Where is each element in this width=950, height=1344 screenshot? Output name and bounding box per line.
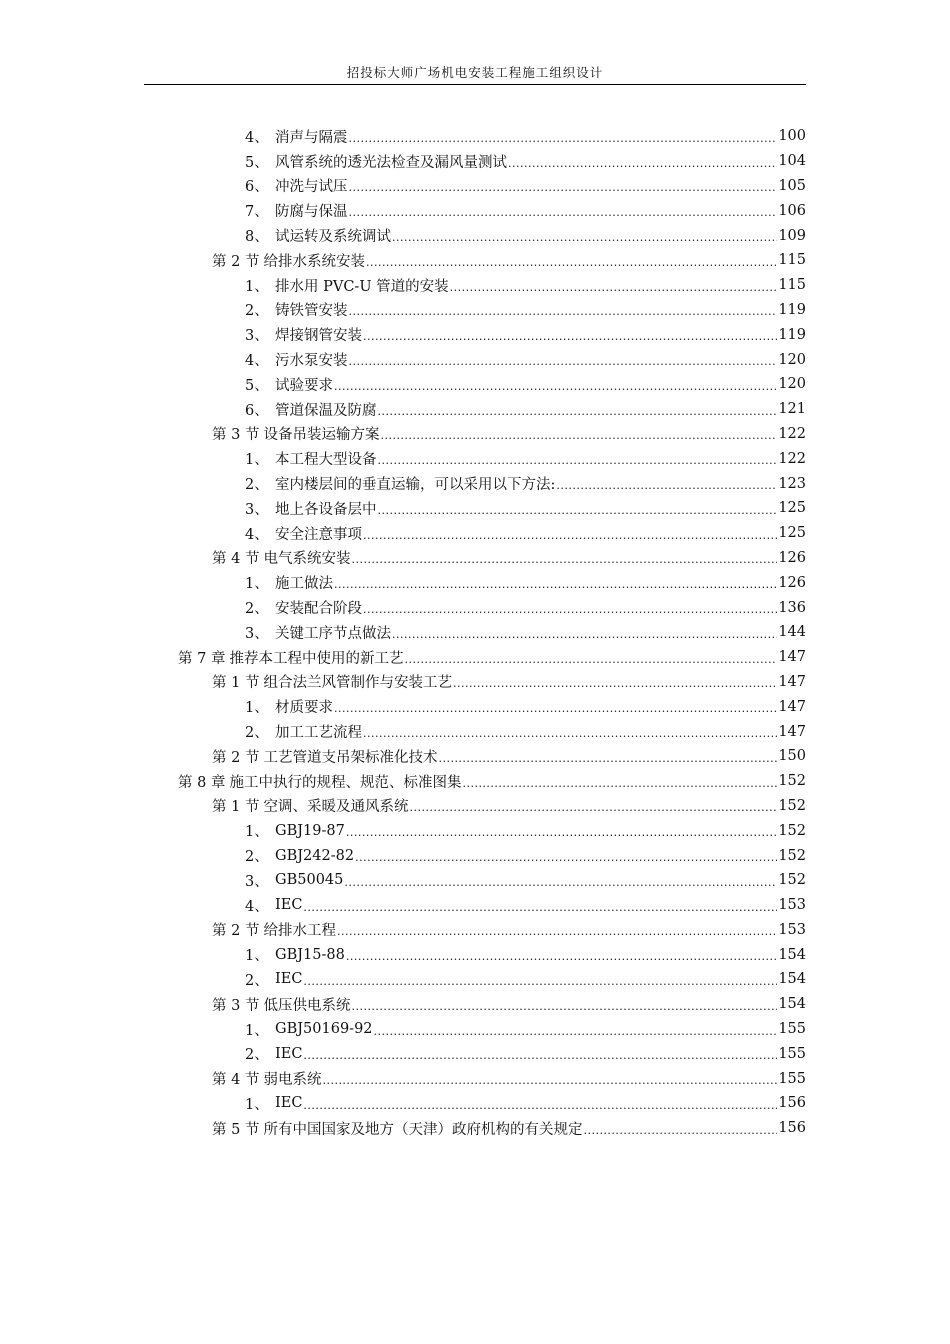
toc-entry-number: 第 2 节 (212, 253, 260, 270)
toc-dot-leader (346, 827, 777, 838)
toc-dot-leader (363, 331, 777, 342)
toc-page-number: 100 (778, 128, 806, 145)
toc-entry-section[interactable] (0, 248, 950, 273)
toc-entry-title: IEC (275, 971, 303, 988)
toc-entry-item[interactable] (0, 496, 950, 521)
toc-dot-leader (349, 356, 778, 367)
toc-entry-item[interactable] (0, 446, 950, 471)
toc-dot-leader (409, 802, 777, 813)
toc-entry-title: 铸铁管安装 (275, 303, 348, 320)
toc-entry-title: 低压供电系统 (263, 997, 351, 1014)
toc-entry-title: GBJ242-82 (275, 847, 355, 864)
toc-entry-item[interactable] (0, 149, 950, 174)
toc-entry-item[interactable] (0, 124, 950, 149)
toc-page-number: 147 (778, 698, 806, 715)
toc-entry-title: 地上各设备层中 (275, 501, 377, 518)
toc-entry-number: 5、 (245, 377, 269, 394)
toc-dot-leader (322, 1075, 777, 1086)
toc-dot-leader (363, 530, 777, 541)
toc-entry-item[interactable] (0, 967, 950, 992)
toc-dot-leader (556, 480, 777, 491)
toc-entry-number: 第 1 节 (212, 799, 260, 816)
toc-entry-title: 室内楼层间的垂直运输，可以采用以下方法: (275, 477, 556, 494)
toc-entry-title: GBJ19-87 (275, 822, 345, 839)
toc-entry-section[interactable] (0, 1066, 950, 1091)
toc-entry-title: 组合法兰风管制作与安装工艺 (263, 675, 452, 692)
toc-dot-leader (363, 728, 777, 739)
toc-page-number: 154 (778, 971, 806, 988)
toc-dot-leader (334, 381, 777, 392)
toc-entry-title: 风管系统的透光法检查及漏风量测试 (275, 154, 507, 171)
toc-entry-item[interactable] (0, 1091, 950, 1116)
toc-entry-title: 推荐本工程中使用的新工艺 (229, 650, 404, 667)
toc-dot-leader (351, 554, 777, 565)
toc-entry-title: 电气系统安装 (263, 551, 351, 568)
toc-dot-leader (337, 926, 777, 937)
toc-entry-number: 3、 (245, 501, 269, 518)
toc-entry-title: 施工做法 (275, 576, 333, 593)
toc-page-number: 150 (778, 748, 806, 765)
toc-entry-item[interactable] (0, 347, 950, 372)
toc-entry-number: 6、 (245, 402, 269, 419)
toc-page-number: 153 (778, 897, 806, 914)
toc-entry-item[interactable] (0, 397, 950, 422)
toc-entry-item[interactable] (0, 843, 950, 868)
toc-entry-title: 消声与隔震 (275, 129, 348, 146)
toc-page-number: 120 (778, 376, 806, 393)
toc-entry-number: 2、 (245, 972, 269, 989)
toc-entry-number: 1、 (245, 700, 269, 717)
toc-entry-title: IEC (275, 897, 303, 914)
toc-entry-number: 5、 (245, 154, 269, 171)
toc-entry-number: 2、 (245, 477, 269, 494)
toc-entry-number: 7、 (245, 204, 269, 221)
toc-entry-number: 1、 (245, 1022, 269, 1039)
toc-entry-title: GB50045 (275, 872, 344, 889)
toc-entry-title: 排水用 PVC-U 管道的安装 (275, 278, 449, 295)
toc-dot-leader (349, 182, 778, 193)
toc-entry-section[interactable] (0, 670, 950, 695)
toc-dot-leader (392, 629, 777, 640)
toc-entry-title: 污水泵安装 (275, 353, 348, 370)
toc-entry-number: 2、 (245, 725, 269, 742)
toc-entry-number: 6、 (245, 179, 269, 196)
toc-entry-number: 第 1 节 (212, 675, 260, 692)
toc-dot-leader (404, 654, 777, 665)
toc-entry-title: 安全注意事项 (275, 526, 362, 543)
toc-page-number: 121 (778, 401, 806, 418)
toc-dot-leader (583, 1125, 777, 1136)
toc-entry-number: 4、 (245, 526, 269, 543)
toc-entry-number: 2、 (245, 1047, 269, 1064)
toc-entry-title: 试验要求 (275, 377, 333, 394)
toc-entry-number: 第 7 章 (178, 650, 226, 667)
toc-page-number: 125 (778, 525, 806, 542)
toc-page-number: 105 (778, 177, 806, 194)
toc-entry-item[interactable] (0, 273, 950, 298)
toc-page-number: 119 (778, 326, 806, 343)
toc-entry-item[interactable] (0, 893, 950, 918)
toc-entry-number: 第 2 节 (212, 749, 260, 766)
toc-entry-item[interactable] (0, 818, 950, 843)
toc-dot-leader (303, 902, 777, 913)
toc-dot-leader (392, 232, 777, 243)
header-title: 招投标大师广场机电安装工程施工组织设计 (346, 65, 604, 80)
toc-entry-item[interactable] (0, 942, 950, 967)
toc-entry-number: 第 3 节 (212, 997, 260, 1014)
toc-entry-section[interactable] (0, 1116, 950, 1141)
toc-page-number: 123 (778, 475, 806, 492)
toc-page-number: 152 (778, 847, 806, 864)
toc-entry-number: 1、 (245, 278, 269, 295)
toc-dot-leader (303, 1050, 777, 1061)
toc-entry-title: GBJ50169-92 (275, 1021, 373, 1038)
toc-entry-item[interactable] (0, 298, 950, 323)
toc-entry-number: 第 5 节 (212, 1121, 260, 1138)
toc-dot-leader (303, 976, 777, 987)
toc-page-number: 136 (778, 599, 806, 616)
toc-dot-leader (378, 455, 778, 466)
toc-page-number: 154 (778, 996, 806, 1013)
toc-entry-number: 1、 (245, 948, 269, 965)
toc-dot-leader (450, 282, 778, 293)
toc-page-number: 122 (778, 425, 806, 442)
toc-entry-number: 4、 (245, 898, 269, 915)
toc-dot-leader (363, 604, 777, 615)
toc-entry-item[interactable] (0, 174, 950, 199)
toc-page-number: 106 (778, 202, 806, 219)
toc-entry-number: 2、 (245, 601, 269, 618)
toc-page-number: 154 (778, 946, 806, 963)
toc-entry-item[interactable] (0, 223, 950, 248)
toc-entry-item[interactable] (0, 719, 950, 744)
toc-page-number: 144 (778, 624, 806, 641)
toc-page-number: 104 (778, 153, 806, 170)
toc-entry-number: 1、 (245, 824, 269, 841)
toc-entry-title: 所有中国国家及地方（天津）政府机构的有关规定 (263, 1121, 583, 1138)
toc-dot-leader (462, 778, 777, 789)
toc-page-number: 156 (778, 1120, 806, 1137)
toc-entry-title: 冲洗与试压 (275, 179, 348, 196)
toc-entry-title: 加工工艺流程 (275, 725, 362, 742)
toc-page-number: 147 (778, 673, 806, 690)
toc-entry-item[interactable] (0, 868, 950, 893)
toc-dot-leader (344, 877, 777, 888)
toc-entry-title: GBJ15-88 (275, 946, 345, 963)
toc-dot-leader (378, 505, 778, 516)
table-of-contents (0, 124, 950, 1141)
toc-entry-title: 弱电系统 (263, 1072, 322, 1089)
toc-entry-section[interactable] (0, 422, 950, 447)
toc-page-number: 126 (778, 574, 806, 591)
toc-entry-title: 焊接钢管安装 (275, 328, 362, 345)
toc-entry-number: 2、 (245, 303, 269, 320)
toc-page-number: 120 (778, 351, 806, 368)
toc-entry-section[interactable] (0, 918, 950, 943)
toc-entry-number: 第 2 节 (212, 923, 260, 940)
toc-entry-title: 安装配合阶段 (275, 601, 362, 618)
toc-entry-number: 3、 (245, 625, 269, 642)
toc-entry-title: 空调、采暖及通风系统 (263, 799, 409, 816)
toc-entry-number: 3、 (245, 328, 269, 345)
toc-page-number: 152 (778, 822, 806, 839)
toc-entry-title: 施工中执行的规程、规范、标准图集 (229, 774, 462, 791)
toc-entry-item[interactable] (0, 521, 950, 546)
toc-dot-leader (380, 430, 777, 441)
toc-entry-number: 4、 (245, 353, 269, 370)
toc-entry-number: 第 8 章 (178, 774, 226, 791)
toc-entry-title: 关键工序节点做法 (275, 625, 391, 642)
toc-dot-leader (374, 1026, 778, 1037)
toc-page-number: 153 (778, 921, 806, 938)
toc-entry-section[interactable] (0, 794, 950, 819)
toc-dot-leader (508, 158, 777, 169)
toc-dot-leader (349, 133, 778, 144)
toc-page-number: 122 (778, 450, 806, 467)
toc-entry-title: IEC (275, 1095, 303, 1112)
toc-page-number: 109 (778, 227, 806, 244)
toc-entry-item[interactable] (0, 595, 950, 620)
toc-dot-leader (334, 703, 777, 714)
toc-entry-item[interactable] (0, 694, 950, 719)
toc-page-number: 156 (778, 1095, 806, 1112)
toc-dot-leader (438, 753, 777, 764)
toc-page-number: 147 (778, 649, 806, 666)
toc-dot-leader (351, 1001, 777, 1012)
toc-entry-title: 材质要求 (275, 700, 333, 717)
toc-entry-item[interactable] (0, 471, 950, 496)
toc-dot-leader (346, 951, 777, 962)
toc-entry-chapter[interactable] (0, 769, 950, 794)
page-header (144, 62, 806, 85)
toc-page-number: 152 (778, 773, 806, 790)
toc-entry-item[interactable] (0, 322, 950, 347)
toc-entry-item[interactable] (0, 620, 950, 645)
toc-entry-section[interactable] (0, 744, 950, 769)
toc-dot-leader (303, 1100, 777, 1111)
toc-entry-item[interactable] (0, 570, 950, 595)
toc-entry-title: 管道保温及防腐 (275, 402, 377, 419)
toc-entry-title: 本工程大型设备 (275, 452, 377, 469)
toc-entry-item[interactable] (0, 198, 950, 223)
toc-entry-number: 1、 (245, 1096, 269, 1113)
toc-dot-leader (349, 207, 778, 218)
toc-entry-number: 3、 (245, 873, 269, 890)
toc-dot-leader (366, 257, 777, 268)
toc-dot-leader (334, 579, 777, 590)
toc-entry-item[interactable] (0, 1041, 950, 1066)
toc-entry-number: 第 4 节 (212, 551, 260, 568)
toc-page-number: 115 (778, 252, 806, 269)
toc-page-number: 152 (778, 797, 806, 814)
toc-entry-title: 设备吊装运输方案 (263, 427, 380, 444)
toc-entry-number: 4、 (245, 129, 269, 146)
toc-entry-number: 1、 (245, 576, 269, 593)
toc-page-number: 155 (778, 1045, 806, 1062)
toc-entry-title: 试运转及系统调试 (275, 229, 391, 246)
toc-entry-title: 防腐与保温 (275, 204, 348, 221)
toc-entry-number: 1、 (245, 452, 269, 469)
toc-dot-leader (453, 678, 777, 689)
toc-entry-title: IEC (275, 1045, 303, 1062)
toc-page-number: 155 (778, 1021, 806, 1038)
toc-entry-item[interactable] (0, 372, 950, 397)
toc-entry-number: 第 3 节 (212, 427, 260, 444)
toc-entry-title: 给排水系统安装 (263, 253, 365, 270)
toc-entry-number: 8、 (245, 229, 269, 246)
toc-page-number: 126 (778, 549, 806, 566)
toc-entry-section[interactable] (0, 546, 950, 571)
toc-entry-chapter[interactable] (0, 645, 950, 670)
toc-page-number: 125 (778, 500, 806, 517)
toc-page-number: 115 (778, 277, 806, 294)
toc-entry-item[interactable] (0, 1017, 950, 1042)
toc-page-number: 152 (778, 872, 806, 889)
toc-dot-leader (349, 306, 778, 317)
toc-dot-leader (378, 406, 778, 417)
toc-page-number: 147 (778, 723, 806, 740)
toc-entry-title: 工艺管道支吊架标准化技术 (263, 749, 438, 766)
toc-entry-section[interactable] (0, 992, 950, 1017)
toc-dot-leader (355, 852, 777, 863)
toc-entry-number: 第 4 节 (212, 1072, 260, 1089)
toc-page-number: 119 (778, 301, 806, 318)
toc-entry-number: 2、 (245, 849, 269, 865)
toc-page-number: 155 (778, 1070, 806, 1087)
toc-entry-title: 给排水工程 (263, 923, 336, 940)
